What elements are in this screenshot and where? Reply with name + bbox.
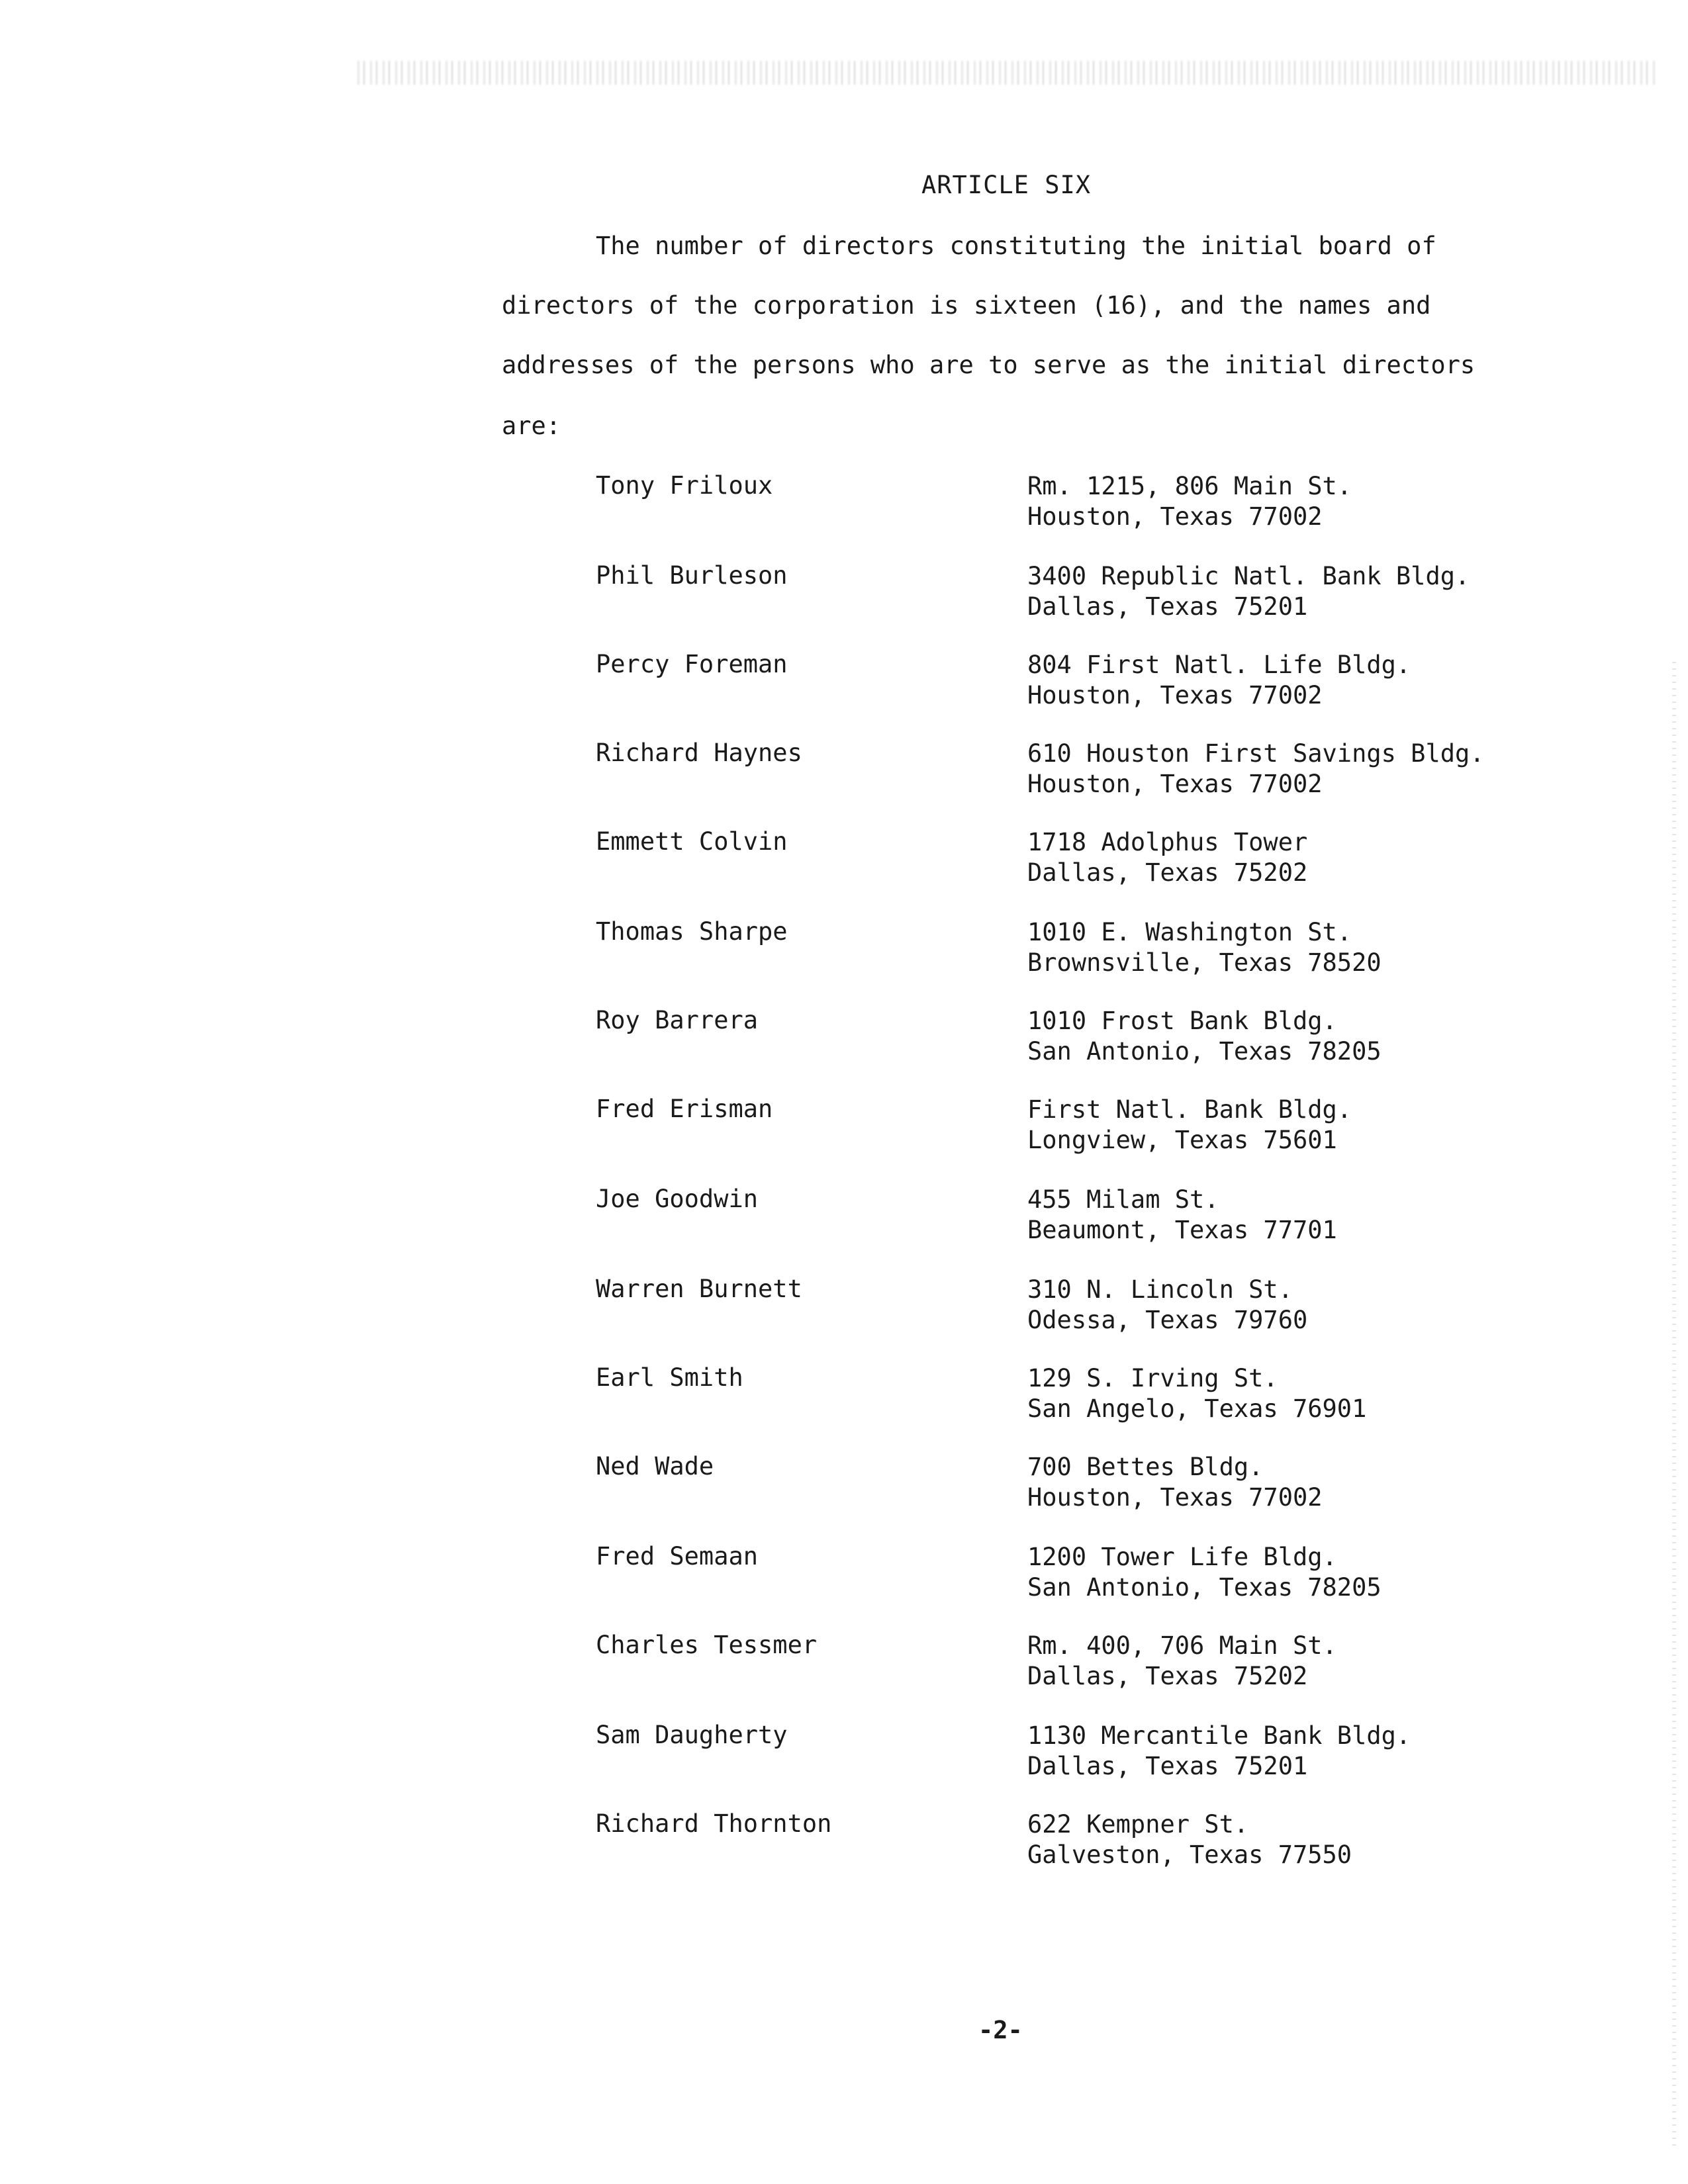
director-name: Emmett Colvin <box>596 827 788 856</box>
paragraph-line-4: are: <box>502 412 561 440</box>
director-address: Rm. 1215, 806 Main St. Houston, Texas 77002 <box>1027 472 1352 531</box>
paragraph-line-1: The number of directors constituting the initial board of <box>596 232 1436 260</box>
director-name: Ned Wade <box>596 1452 714 1480</box>
director-address: 610 Houston First Savings Bldg. Houston, Texas 77002 <box>1027 739 1485 798</box>
director-name: Charles Tessmer <box>596 1631 818 1659</box>
director-name: Phil Burleson <box>596 561 788 590</box>
scan-edge-artifact <box>1672 662 1676 2151</box>
director-name: Fred Erisman <box>596 1095 773 1123</box>
page-number: -2- <box>978 2016 1023 2044</box>
director-address: 1130 Mercantile Bank Bldg. Dallas, Texas 75201 <box>1027 1721 1411 1780</box>
director-name: Earl Smith <box>596 1363 743 1392</box>
director-name: Percy Foreman <box>596 650 788 678</box>
director-address: 129 S. Irving St. San Angelo, Texas 76901 <box>1027 1364 1367 1423</box>
director-name: Fred Semaan <box>596 1542 759 1570</box>
director-name: Sam Daugherty <box>596 1721 788 1749</box>
article-heading: ARTICLE SIX <box>921 171 1092 199</box>
director-address: 1718 Adolphus Tower Dallas, Texas 75202 <box>1027 828 1308 887</box>
director-address: 1010 E. Washington St. Brownsville, Texas 78520 <box>1027 918 1382 977</box>
director-address: 310 N. Lincoln St. Odessa, Texas 79760 <box>1027 1275 1308 1334</box>
director-name: Richard Thornton <box>596 1809 832 1838</box>
director-address: 1010 Frost Bank Bldg. San Antonio, Texas 78205 <box>1027 1007 1382 1066</box>
paragraph-line-2: directors of the corporation is sixteen (16), and the names and <box>502 291 1431 320</box>
director-address: 3400 Republic Natl. Bank Bldg. Dallas, Texas 75201 <box>1027 562 1470 621</box>
director-name: Warren Burnett <box>596 1275 802 1303</box>
director-name: Roy Barrera <box>596 1006 759 1034</box>
director-name: Thomas Sharpe <box>596 917 788 946</box>
director-name: Richard Haynes <box>596 739 802 767</box>
director-address: Rm. 400, 706 Main St. Dallas, Texas 75202 <box>1027 1631 1337 1690</box>
director-address: 622 Kempner St. Galveston, Texas 77550 <box>1027 1810 1352 1869</box>
director-address: 455 Milam St. Beaumont, Texas 77701 <box>1027 1185 1337 1244</box>
scan-artifact-streak <box>357 61 1655 85</box>
director-name: Tony Friloux <box>596 471 773 500</box>
paragraph-line-3: addresses of the persons who are to serve as the initial directors <box>502 351 1476 379</box>
director-address: 1200 Tower Life Bldg. San Antonio, Texas 78205 <box>1027 1543 1382 1602</box>
director-address: First Natl. Bank Bldg. Longview, Texas 75601 <box>1027 1095 1352 1154</box>
director-address: 700 Bettes Bldg. Houston, Texas 77002 <box>1027 1453 1323 1512</box>
director-name: Joe Goodwin <box>596 1185 759 1213</box>
director-address: 804 First Natl. Life Bldg. Houston, Texas 77002 <box>1027 651 1411 709</box>
